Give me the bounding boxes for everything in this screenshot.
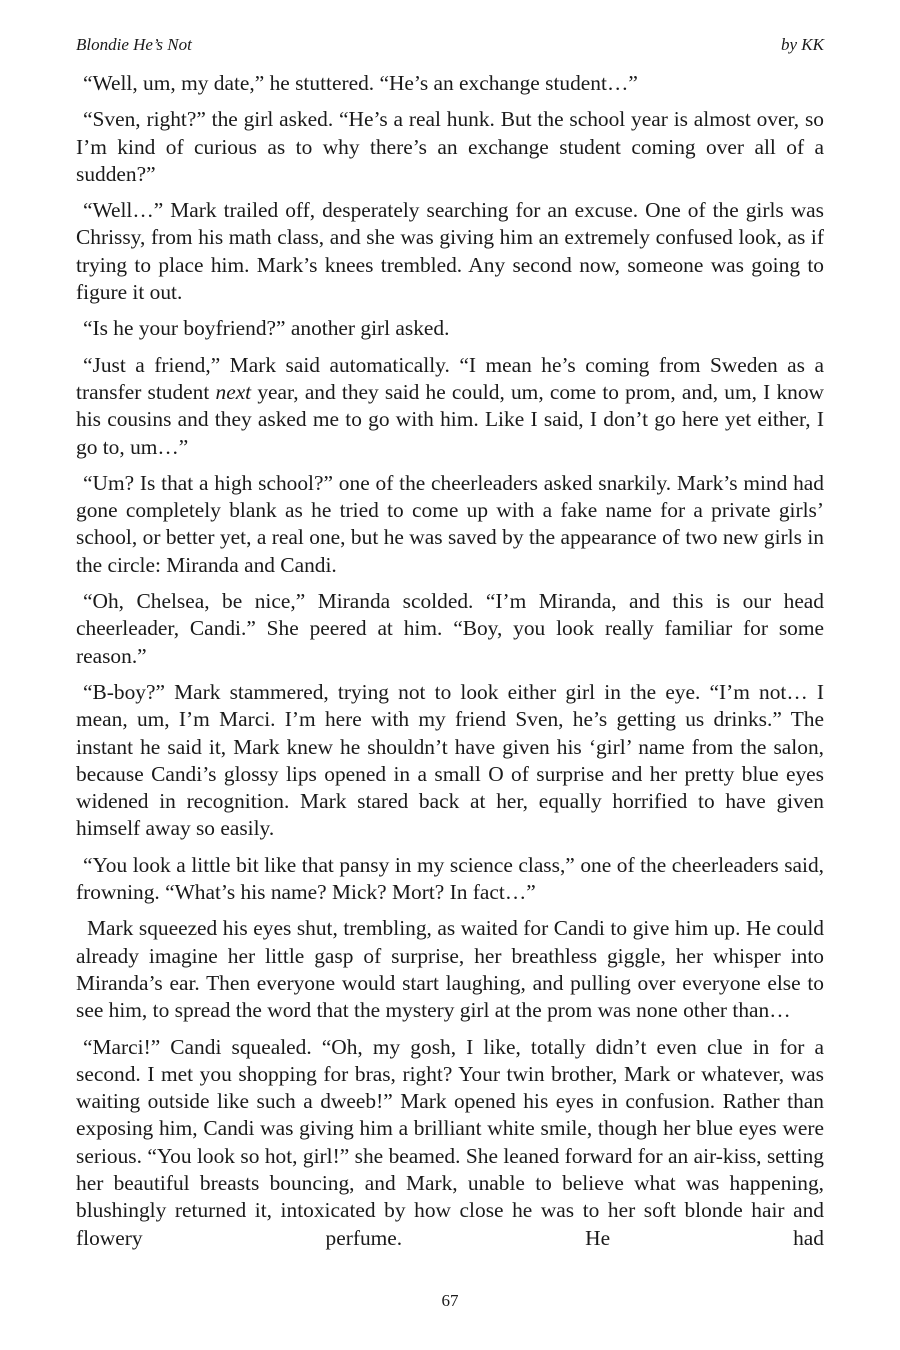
author-credit: by KK — [781, 35, 824, 54]
paragraph: “Oh, Chelsea, be nice,” Miranda scolded. “I’m Miranda, and this is our head cheerleader, Candi.” She peered at him. “Boy, you look really familiar for some reason.” — [76, 589, 824, 668]
page-number: 67 — [441, 1291, 459, 1310]
paragraph: “B-boy?” Mark stammered, trying not to look either girl in the eye. “I’m not… I mean, um, I’m Marci. I’m here with my friend Sven, he’s getting us drinks.” The instant he said it, Mark knew he shouldn’t have given his ‘girl’ name from the salon, because Candi’s glossy lips opened in a small O of surprise and her pretty blue eyes widened in recognition. Mark stared back at her, equally horrified to have given himself away so easily. — [76, 679, 824, 841]
emphasis: next — [215, 379, 252, 404]
paragraph: “Well, um, my date,” he stuttered. “He’s an exchange student…” — [83, 71, 638, 95]
paragraph: Mark squeezed his eyes shut, trembling, as waited for Candi to give him up. He could already imagine her little gasp of surprise, her breathless giggle, her whisper into Miranda’s ear. Then everyone would start laughing, and pulling over everyone else to see him, to spread the word that the mystery girl at the prom was none other than… — [76, 916, 824, 1023]
running-header — [76, 34, 824, 56]
paragraph: “Marci!” Candi squealed. “Oh, my gosh, I like, totally didn’t even clue in for a second. I met you shopping for bras, right? Your twin brother, Mark or whatever, was waiting outside like such a dweeb!” Mark opened his eyes in confusion. Rather than exposing him, Candi was giving him a brilliant white smile, though her blue eyes were serious. “You look so hot, girl!” she beamed. She leaned forward for an air-kiss, setting her beautiful breasts bouncing, and Mark, unable to believe what was happening, blushingly returned it, intoxicated by how close he was to her soft blonde hair and flowery perfume. He had — [76, 1034, 824, 1250]
paragraph: “Is he your boyfriend?” another girl asked. — [83, 316, 450, 341]
paragraph: “You look a little bit like that pansy in my science class,” one of the cheerleaders said, frowning. “What’s his name? Mick? Mort? In fact…” — [76, 852, 824, 905]
book-page — [76, 34, 824, 1261]
paragraph: “Um? Is that a high school?” one of the cheerleaders asked snarkily. Mark’s mind had gone completely blank as he tried to come up with a fake name for a private girls’ school, or better yet, a real one, but he was saved by the appearance of two new girls in the circle: Miranda and Candi. — [76, 470, 824, 577]
paragraph: “Sven, right?” the girl asked. “He’s a real hunk. But the school year is almost over, so I’m kind of curious as to why there’s an exchange student coming over all of a sudden?” — [76, 107, 824, 186]
paragraph: “Well…” Mark trailed off, desperately searching for an excuse. One of the girls was Chrissy, from his math class, and she was giving him an extremely confused look, as if trying to place him. Mark’s knees trembled. Any second now, someone was going to figure it out. — [76, 198, 824, 305]
body-text — [76, 70, 824, 1252]
book-title: Blondie He’s Not — [76, 35, 192, 54]
paragraph: “Just a friend,” Mark said automatically. “I mean he’s coming from Sweden as a transfer student next year, and they said he could, um, come to prom, and, um, I know his cousins and they asked me to go with him. Like I said, I don’t go here yet either, I go to, um…” — [76, 352, 825, 459]
